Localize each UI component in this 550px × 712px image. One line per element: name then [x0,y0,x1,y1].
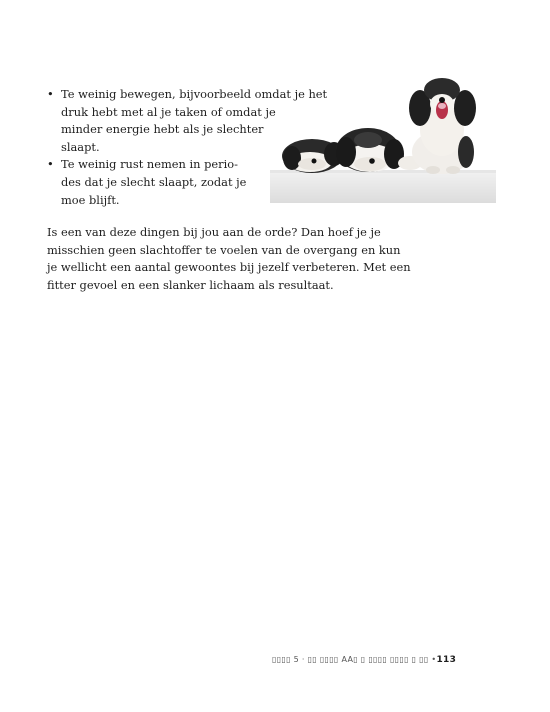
paragraph-line: Is een van deze dingen bij jou aan de orde? Dan hoef je je [47,225,381,239]
bullet-line: Te weinig bewegen, bijvoorbeeld omdat je het [61,87,328,101]
page-footer [272,655,472,665]
bullet-line: des dat je slecht slaapt, zodat je [61,174,247,189]
paragraph-line: misschien geen slachtoffer te voelen van de overgang en kun [47,242,401,257]
bullet-marker: • [47,157,54,172]
body-paragraph [47,224,427,294]
bullet-line: moe blijft. [61,192,120,207]
bullet-marker: • [47,87,54,101]
bullet-line: minder energie hebt als je slechter [61,122,264,137]
bullet-line: slaapt. [61,139,100,154]
bullet-line: Te weinig rust nemen in perio- [61,157,238,172]
paragraph-line: je wellicht een aantal gewoontes bij jezelf verbeteren. Met een [47,260,411,275]
paragraph-line: fitter gevoel en een slanker lichaam als resultaat. [47,277,334,292]
dogs-photo [270,70,496,203]
bullet-line: druk hebt met al je taken of omdat je [61,104,276,119]
page-number: 113 [436,655,457,665]
running-footer-text: ▯▯▯▯ 5 · ▯▯ ▯▯▯▯ AA▯ ▯ ▯▯▯▯ ▯▯▯▯ ▯ ▯▯ • [272,655,437,664]
